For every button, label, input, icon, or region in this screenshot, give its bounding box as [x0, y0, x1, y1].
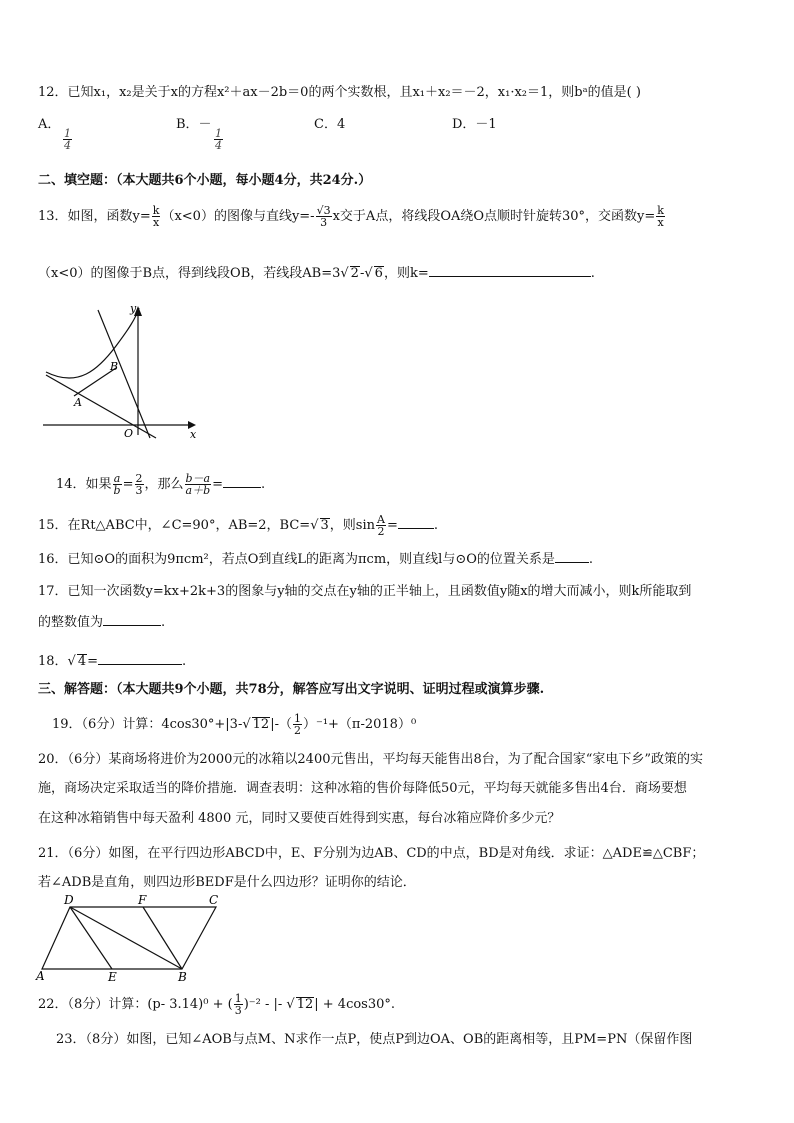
q19: 19．（6分）计算：4cos30°+|3-√ 12|-（ $\frac{1}{2}$ ）⁻¹+（π-2018）⁰ [52, 712, 417, 737]
q12-option-b-fraction: $\frac{1}{4}$ [215, 127, 222, 152]
line-ob [98, 310, 150, 438]
vertex-d-label: D [64, 893, 74, 907]
vertex-c-label: C [209, 893, 219, 907]
section-3-title: 三、解答题：（本大题共9个小题，共78分，解答应写出文字说明、证明过程或演算步骤. [38, 682, 545, 697]
q16-answer-blank[interactable] [555, 561, 589, 563]
q18: 18．√ 4= . [38, 654, 187, 669]
q14: 14．如果 $\frac{a}{b}$ = $\frac{2}{3}$ ，那么 $\frac{b-a}{a+b}$ = . [56, 472, 266, 497]
q22: 22．（8分）计算：(p- 3.14)⁰ + ( $\frac{1}{3}$ )⁻² - |- √ 12| + 4cos30°. [38, 992, 396, 1017]
point-f-label: F [138, 893, 147, 907]
q14-answer-blank[interactable] [223, 486, 261, 488]
q20-line-3: 在这种冰箱销售中每天盈利 4800 元，同时又要使百姓得到实惠，每台冰箱应降价多少元？ [38, 811, 561, 826]
q18-answer-blank[interactable] [98, 663, 182, 665]
q12-option-a: A． [38, 117, 61, 132]
segment-bf [143, 907, 182, 969]
q12-option-a-fraction: $\frac{1}{4}$ [64, 127, 71, 152]
q21-parallelogram-figure [34, 893, 234, 983]
q13-line-2: （x<0）的图像于B点，得到线段OB，若线段AB=3√ 2-√ 6，则k= . [38, 266, 595, 281]
line-oa [46, 375, 156, 438]
q13-graph-figure [38, 300, 208, 440]
q23-line-1: 23．（8分）如图，已知∠AOB与点M、N求作一点P，使点P到边OA、OB的距离相等，且PM=PN（保留作图 [56, 1032, 693, 1047]
y-axis-label: y [130, 302, 137, 315]
origin-label: O [124, 427, 134, 440]
diagonal-bd [70, 907, 182, 969]
q17-line-2: 的整数值为 . [38, 615, 166, 630]
q15: 15．在Rt△ABC中，∠C=90°，AB=2，BC=√ 3，则sin $\frac{A}{2}$ = . [38, 513, 438, 538]
q17-line-1: 17．已知一次函数y=kx+2k+3的图象与y轴的交点在y轴的正半轴上，且函数值y随x的增大而减小，则k所能取到 [38, 584, 692, 599]
vertex-b-label: B [178, 970, 187, 983]
x-axis-label: x [190, 428, 197, 440]
point-e-label: E [108, 970, 117, 983]
q12-option-c: C．4 [314, 117, 346, 132]
parallelogram-abcd [42, 907, 216, 969]
q12-stem: 12．已知x₁，x₂是关于x的方程x²＋ax－2b＝0的两个实数根，且x₁＋x₂＝－2，x₁·x₂＝1，则bᵃ的值是( ) [38, 85, 641, 100]
q12-option-d: D．－1 [452, 117, 497, 132]
vertex-a-label: A [36, 969, 45, 983]
q15-answer-blank[interactable] [398, 527, 434, 529]
q13-line-1: 13．如图，函数y= $\frac{k}{x}$ （x<0）的图像与直线y=- $\frac{√3}{3}$ x交于A点，将线段OA绕O点顺时针旋转30°，交函数y= $\frac{k}{x}$ [38, 204, 664, 229]
q16: 16．已知⊙O的面积为9πcm²，若点O到直线L的距离为πcm，则直线l与⊙O的位置关系是 . [38, 552, 594, 567]
segment-de [70, 907, 112, 969]
hyperbola-curve [46, 308, 139, 378]
q21-line-1: 21．（6分）如图，在平行四边形ABCD中，E、F分别为边AB、CD的中点，BD是对角线．求证：△ADE≌△CBF； [38, 846, 705, 861]
q12-option-b: B．－ [176, 117, 212, 132]
section-2-title: 二、填空题：（本大题共6个小题，每小题4分，共24分.） [38, 173, 372, 188]
q13-answer-blank[interactable] [429, 275, 591, 277]
q20-line-2: 施，商场决定采取适当的降价措施．调查表明：这种冰箱的售价每降低50元，平均每天就能多售出4台．商场要想 [38, 781, 687, 796]
point-a-label: A [74, 396, 82, 409]
q21-line-2: 若∠ADB是直角，则四边形BEDF是什么四边形？证明你的结论． [38, 875, 416, 890]
q20-line-1: 20．（6分）某商场将进价为2000元的冰箱以2400元售出，平均每天能售出8台，为了配合国家“家电下乡”政策的实 [38, 752, 704, 767]
q17-answer-blank[interactable] [103, 624, 161, 626]
point-b-label: B [110, 360, 119, 373]
